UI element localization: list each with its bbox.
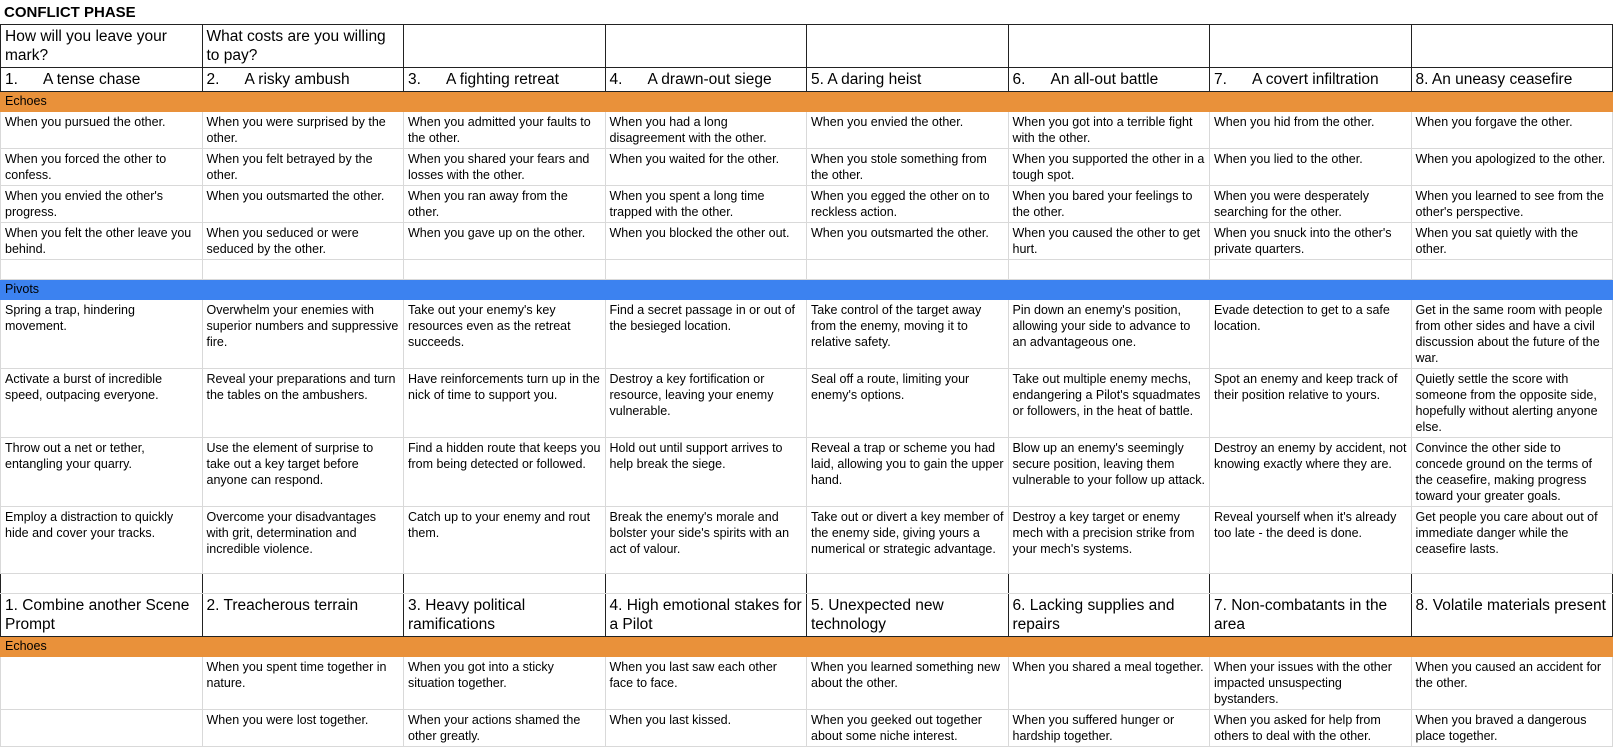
empty-cell[interactable] xyxy=(1,574,203,594)
band-cell[interactable] xyxy=(1210,280,1412,300)
echo-cell[interactable]: When you had a long disagreement with the other. xyxy=(605,112,807,149)
complication-cell[interactable]: 3. Heavy political ramifications xyxy=(404,594,606,637)
complication-cell[interactable]: 6. Lacking supplies and repairs xyxy=(1008,594,1210,637)
echo-cell[interactable]: When you asked for help from others to deal with the other. xyxy=(1210,710,1412,747)
echoes-band-2 xyxy=(1,637,1613,657)
pivot-cell[interactable]: Seal off a route, limiting your enemy's options. xyxy=(807,369,1009,438)
echo-cell[interactable]: When you were surprised by the other. xyxy=(202,112,404,149)
approach-number: 8. xyxy=(1415,71,1429,88)
echo-cell[interactable]: When you felt the other leave you behind. xyxy=(1,223,203,260)
band-cell[interactable] xyxy=(605,92,807,112)
echo-cell[interactable]: When you sat quietly with the other. xyxy=(1411,223,1613,260)
approach-cell[interactable] xyxy=(1008,68,1210,92)
band-cell[interactable] xyxy=(202,92,404,112)
approach-label: An all-out battle xyxy=(1050,71,1159,88)
approach-number: 1. xyxy=(5,71,18,88)
empty-cell[interactable] xyxy=(807,574,1009,594)
empty-cell[interactable] xyxy=(404,25,606,68)
echo-cell[interactable]: When you felt betrayed by the other. xyxy=(202,149,404,186)
echo-cell[interactable]: When you forced the other to confess. xyxy=(1,149,203,186)
approach-cell[interactable] xyxy=(202,68,404,92)
echo-cell[interactable]: When you waited for the other. xyxy=(605,149,807,186)
approach-cell[interactable] xyxy=(807,68,1009,92)
pivot-cell[interactable]: Overcome your disadvantages with grit, determination and incredible violence. xyxy=(202,507,404,574)
conflict-table xyxy=(0,24,1613,747)
approach-number: 4. xyxy=(609,71,623,88)
approach-number: 5. xyxy=(811,71,824,88)
complication-cell[interactable]: 5. Unexpected new technology xyxy=(807,594,1009,637)
pivot-row xyxy=(1,507,1613,574)
approach-cell[interactable] xyxy=(1411,68,1613,92)
approach-label: A risky ambush xyxy=(244,71,350,88)
band-cell[interactable] xyxy=(404,280,606,300)
band-cell[interactable] xyxy=(605,637,807,657)
question-cell[interactable]: What costs are you willing to pay? xyxy=(202,25,404,68)
echo-row xyxy=(1,112,1613,149)
approach-cell[interactable] xyxy=(1,68,203,92)
empty-cell[interactable] xyxy=(1008,25,1210,68)
echo-cell[interactable]: When your issues with the other impacted unsuspecting bystanders. xyxy=(1210,657,1412,710)
empty-cell[interactable] xyxy=(1008,260,1210,280)
approach-number: 3. xyxy=(408,71,421,88)
echo-cell[interactable]: When you spent time together in nature. xyxy=(202,657,404,710)
pivot-cell[interactable]: Reveal your preparations and turn the tables on the ambushers. xyxy=(202,369,404,438)
echo-cell[interactable]: When you braved a dangerous place together. xyxy=(1411,710,1613,747)
empty-cell[interactable] xyxy=(1,260,203,280)
echo-row xyxy=(1,186,1613,223)
empty-cell[interactable] xyxy=(807,25,1009,68)
echo-cell[interactable]: When you hid from the other. xyxy=(1210,112,1412,149)
spacer-row xyxy=(1,574,1613,594)
pivot-cell[interactable]: Destroy a key fortification or resource, leaving your enemy vulnerable. xyxy=(605,369,807,438)
empty-cell[interactable] xyxy=(202,260,404,280)
pivot-cell[interactable]: Have reinforcements turn up in the nick of time to support you. xyxy=(404,369,606,438)
echo-cell[interactable]: When you caused an accident for the other. xyxy=(1411,657,1613,710)
pivot-cell[interactable]: Find a hidden route that keeps you from being detected or followed. xyxy=(404,438,606,507)
pivot-cell[interactable]: Take out or divert a key member of the enemy side, giving yours a numerical or strategic advantage. xyxy=(807,507,1009,574)
echo-cell[interactable]: When you outsmarted the other. xyxy=(807,223,1009,260)
echo-cell[interactable]: When you apologized to the other. xyxy=(1411,149,1613,186)
band-cell[interactable] xyxy=(1008,637,1210,657)
approach-cell[interactable] xyxy=(605,68,807,92)
band-cell[interactable] xyxy=(1411,637,1613,657)
empty-cell[interactable] xyxy=(1411,260,1613,280)
complication-cell[interactable]: 8. Volatile materials present xyxy=(1411,594,1613,637)
echo-cell[interactable]: When you shared a meal together. xyxy=(1008,657,1210,710)
pivot-row xyxy=(1,369,1613,438)
pivot-cell[interactable]: Break the enemy's morale and bolster your side's spirits with an act of valour. xyxy=(605,507,807,574)
band-cell[interactable] xyxy=(807,280,1009,300)
band-cell[interactable] xyxy=(404,637,606,657)
empty-cell[interactable] xyxy=(1210,25,1412,68)
approach-cell[interactable] xyxy=(1210,68,1412,92)
pivot-cell[interactable]: Destroy an enemy by accident, not knowing exactly where they are. xyxy=(1210,438,1412,507)
pivots-label[interactable]: Pivots xyxy=(1,280,203,300)
band-cell[interactable] xyxy=(1008,280,1210,300)
echo-cell[interactable]: When you envied the other. xyxy=(807,112,1009,149)
approach-number: 6. xyxy=(1012,71,1026,88)
empty-cell[interactable] xyxy=(1411,25,1613,68)
echoes-label[interactable]: Echoes xyxy=(1,637,203,657)
pivot-cell[interactable]: Get in the same room with people from other sides and have a civil discussion about the future of the war. xyxy=(1411,300,1613,369)
echo-cell[interactable]: When you gave up on the other. xyxy=(404,223,606,260)
pivot-cell[interactable]: Reveal yourself when it's already too late - the deed is done. xyxy=(1210,507,1412,574)
pivot-row xyxy=(1,438,1613,507)
pivot-cell[interactable]: Blow up an enemy's seemingly secure position, leaving them vulnerable to your follow up attack. xyxy=(1008,438,1210,507)
pivot-row xyxy=(1,300,1613,369)
approach-label: A tense chase xyxy=(43,71,141,88)
empty-cell[interactable] xyxy=(605,25,807,68)
approach-number: 2. xyxy=(206,71,220,88)
echo-cell[interactable]: When you were lost together. xyxy=(202,710,404,747)
echo-cell[interactable]: When you last kissed. xyxy=(605,710,807,747)
echo-cell[interactable]: When you forgave the other. xyxy=(1411,112,1613,149)
echo-row xyxy=(1,149,1613,186)
empty-row xyxy=(1,260,1613,280)
complication-echo-row xyxy=(1,710,1613,747)
echo-cell[interactable]: When you snuck into the other's private quarters. xyxy=(1210,223,1412,260)
band-cell[interactable] xyxy=(404,92,606,112)
complication-row xyxy=(1,594,1613,637)
echo-cell[interactable]: When you pursued the other. xyxy=(1,112,203,149)
pivot-cell[interactable]: Use the element of surprise to take out a key target before anyone can respond. xyxy=(202,438,404,507)
empty-cell[interactable] xyxy=(1008,574,1210,594)
pivot-cell[interactable]: Find a secret passage in or out of the besieged location. xyxy=(605,300,807,369)
echoes-band xyxy=(1,92,1613,112)
echo-row xyxy=(1,223,1613,260)
pivot-cell[interactable]: Get people you care about out of immediate danger while the ceasefire lasts. xyxy=(1411,507,1613,574)
empty-cell[interactable] xyxy=(1210,260,1412,280)
approach-label: A drawn-out siege xyxy=(647,71,772,88)
pivot-cell[interactable]: Spring a trap, hindering movement. xyxy=(1,300,203,369)
echoes-label[interactable]: Echoes xyxy=(1,92,203,112)
echo-cell[interactable] xyxy=(1,710,203,747)
echo-cell[interactable]: When you bared your feelings to the other. xyxy=(1008,186,1210,223)
approach-label: A fighting retreat xyxy=(446,71,559,88)
complication-cell[interactable]: 7. Non-combatants in the area xyxy=(1210,594,1412,637)
approach-number: 7. xyxy=(1214,71,1227,88)
sheet-title: CONFLICT PHASE xyxy=(4,4,136,21)
empty-cell[interactable] xyxy=(202,574,404,594)
band-cell[interactable] xyxy=(202,637,404,657)
band-cell[interactable] xyxy=(202,280,404,300)
pivot-cell[interactable]: Reveal a trap or scheme you had laid, allowing you to gain the upper hand. xyxy=(807,438,1009,507)
pivot-cell[interactable]: Quietly settle the score with someone from the opposite side, hopefully without alerting anyone else. xyxy=(1411,369,1613,438)
echo-cell[interactable]: When you ran away from the other. xyxy=(404,186,606,223)
approach-label: A covert infiltration xyxy=(1252,71,1379,88)
pivot-cell[interactable]: Take control of the target away from the enemy, moving it to relative safety. xyxy=(807,300,1009,369)
pivots-band xyxy=(1,280,1613,300)
echo-cell[interactable]: When you stole something from the other. xyxy=(807,149,1009,186)
empty-cell[interactable] xyxy=(605,260,807,280)
echo-cell[interactable]: When you got into a sticky situation together. xyxy=(404,657,606,710)
band-cell[interactable] xyxy=(807,637,1009,657)
empty-cell[interactable] xyxy=(404,574,606,594)
echo-cell[interactable]: When you learned something new about the other. xyxy=(807,657,1009,710)
band-cell[interactable] xyxy=(1411,280,1613,300)
pivot-cell[interactable]: Throw out a net or tether, entangling your quarry. xyxy=(1,438,203,507)
pivot-cell[interactable]: Take out your enemy's key resources even as the retreat succeeds. xyxy=(404,300,606,369)
complication-cell[interactable]: 1. Combine another Scene Prompt xyxy=(1,594,203,637)
echo-cell[interactable]: When you outsmarted the other. xyxy=(202,186,404,223)
question-row xyxy=(1,25,1613,68)
pivot-cell[interactable]: Convince the other side to concede ground on the terms of the ceasefire, making progress toward your greater goals. xyxy=(1411,438,1613,507)
echo-cell[interactable]: When your actions shamed the other greatly. xyxy=(404,710,606,747)
empty-cell[interactable] xyxy=(1210,574,1412,594)
band-cell[interactable] xyxy=(807,92,1009,112)
pivot-cell[interactable]: Overwhelm your enemies with superior numbers and suppressive fire. xyxy=(202,300,404,369)
band-cell[interactable] xyxy=(1008,92,1210,112)
echo-cell[interactable]: When you were desperately searching for the other. xyxy=(1210,186,1412,223)
echo-cell[interactable]: When you spent a long time trapped with the other. xyxy=(605,186,807,223)
empty-cell[interactable] xyxy=(1411,574,1613,594)
echo-cell[interactable]: When you last saw each other face to face. xyxy=(605,657,807,710)
echo-cell[interactable]: When you learned to see from the other's perspective. xyxy=(1411,186,1613,223)
approach-label: An uneasy ceasefire xyxy=(1431,71,1573,88)
echo-cell[interactable]: When you blocked the other out. xyxy=(605,223,807,260)
pivot-cell[interactable]: Take out multiple enemy mechs, endangering a Pilot's squadmates or followers, in the heat of battle. xyxy=(1008,369,1210,438)
empty-cell[interactable] xyxy=(605,574,807,594)
echo-cell[interactable]: When you egged the other on to reckless action. xyxy=(807,186,1009,223)
pivot-cell[interactable]: Spot an enemy and keep track of their position relative to yours. xyxy=(1210,369,1412,438)
question-cell[interactable]: How will you leave your mark? xyxy=(1,25,203,68)
pivot-cell[interactable]: Destroy a key target or enemy mech with a precision strike from your mech's systems. xyxy=(1008,507,1210,574)
approach-cell[interactable] xyxy=(404,68,606,92)
empty-cell[interactable] xyxy=(404,260,606,280)
echo-cell[interactable]: When you supported the other in a tough spot. xyxy=(1008,149,1210,186)
pivot-cell[interactable]: Catch up to your enemy and rout them. xyxy=(404,507,606,574)
pivot-cell[interactable]: Activate a burst of incredible speed, outpacing everyone. xyxy=(1,369,203,438)
pivot-cell[interactable]: Hold out until support arrives to help break the siege. xyxy=(605,438,807,507)
echo-cell[interactable] xyxy=(1,657,203,710)
echo-cell[interactable]: When you suffered hunger or hardship together. xyxy=(1008,710,1210,747)
pivot-cell[interactable]: Employ a distraction to quickly hide and cover your tracks. xyxy=(1,507,203,574)
echo-cell[interactable]: When you shared your fears and losses with the other. xyxy=(404,149,606,186)
complication-cell[interactable]: 2. Treacherous terrain xyxy=(202,594,404,637)
band-cell[interactable] xyxy=(605,280,807,300)
echo-cell[interactable]: When you caused the other to get hurt. xyxy=(1008,223,1210,260)
echo-cell[interactable]: When you envied the other's progress. xyxy=(1,186,203,223)
complication-echo-row xyxy=(1,657,1613,710)
echo-cell[interactable]: When you geeked out together about some niche interest. xyxy=(807,710,1009,747)
empty-cell[interactable] xyxy=(807,260,1009,280)
echo-cell[interactable]: When you seduced or were seduced by the other. xyxy=(202,223,404,260)
pivot-cell[interactable]: Evade detection to get to a safe location. xyxy=(1210,300,1412,369)
pivot-cell[interactable]: Pin down an enemy's position, allowing your side to advance to an advantageous one. xyxy=(1008,300,1210,369)
approach-row xyxy=(1,68,1613,92)
band-cell[interactable] xyxy=(1411,92,1613,112)
echo-cell[interactable]: When you admitted your faults to the other. xyxy=(404,112,606,149)
approach-label: A daring heist xyxy=(827,71,922,88)
complication-cell[interactable]: 4. High emotional stakes for a Pilot xyxy=(605,594,807,637)
echo-cell[interactable]: When you got into a terrible fight with the other. xyxy=(1008,112,1210,149)
echo-cell[interactable]: When you lied to the other. xyxy=(1210,149,1412,186)
band-cell[interactable] xyxy=(1210,92,1412,112)
band-cell[interactable] xyxy=(1210,637,1412,657)
